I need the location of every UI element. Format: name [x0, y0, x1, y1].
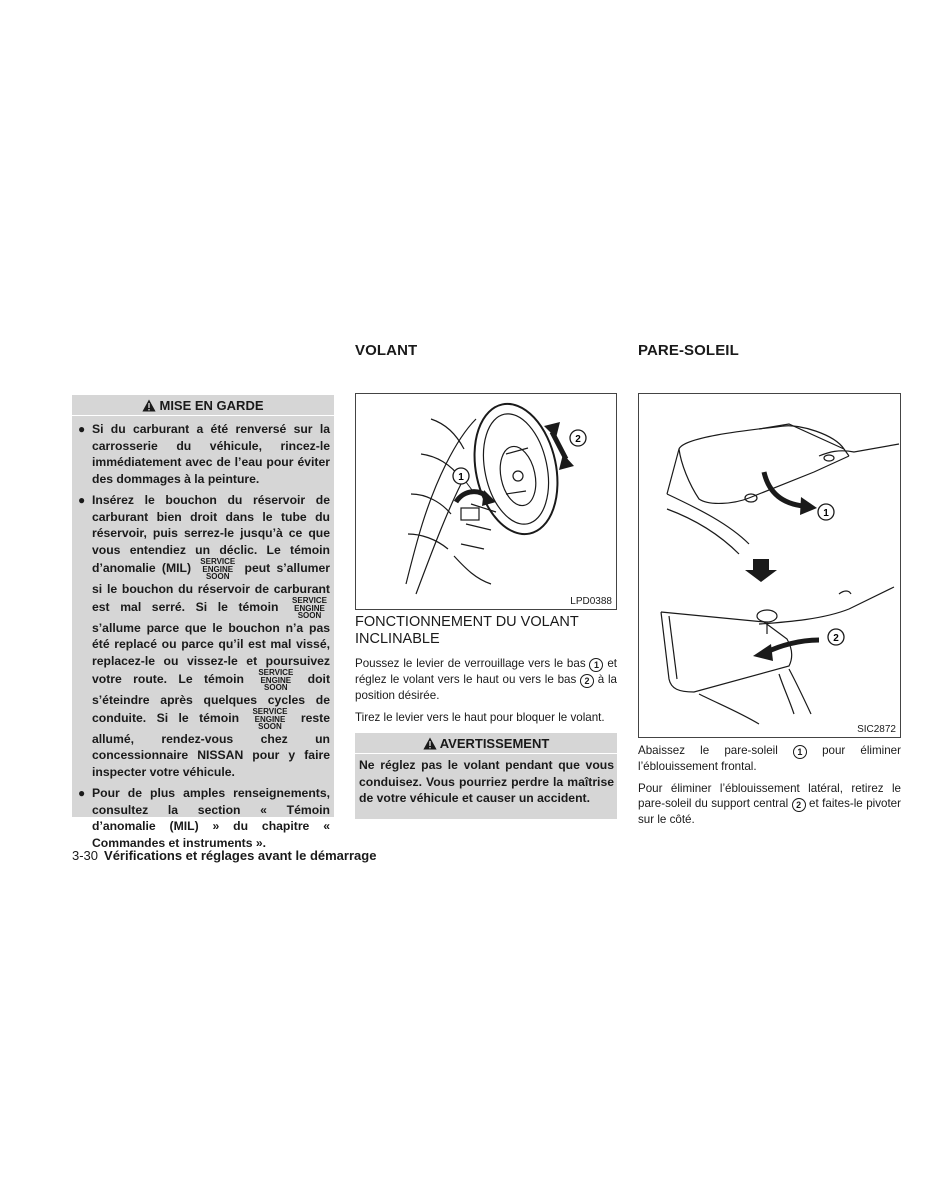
tilt-steering-text [355, 656, 617, 732]
bullet-dot-icon: ● [78, 493, 86, 507]
caution-title: MISE EN GARDE [159, 398, 264, 413]
sun-visor-figure-code: SIC2872 [857, 724, 896, 735]
page-footer [72, 848, 376, 863]
caution-bullet-text: Pour de plus amples renseignements, consultez la section « Témoin d’anomalie (MIL) » du chapitre « Commandes et instruments ». [92, 786, 330, 850]
warning-header [355, 733, 617, 754]
callout-2-inline-visor: 2 [792, 798, 806, 812]
service-engine-soon-icon: SERVICE ENGINE SOON [200, 557, 236, 581]
bullet-dot-icon: ● [78, 422, 86, 436]
caution-header [72, 395, 334, 416]
sun-visor-text [638, 743, 901, 834]
caution-box [72, 395, 334, 850]
tilt-steering-subheading: FONCTIONNEMENT DU VOLANT INCLINABLE [355, 614, 579, 647]
callout-1-steering: 1 [458, 472, 464, 483]
sun-visor-para-2: Pour éliminer l’éblouissement latéral, retirez le pare-soleil du support central 2 et faites-le pivoter sur le côté. [638, 782, 901, 826]
callout-1-inline-visor: 1 [793, 745, 807, 759]
sun-visor-figure [638, 393, 901, 738]
warning-triangle-icon [142, 399, 156, 412]
steering-figure-code: LPD0388 [570, 596, 612, 607]
steering-wheel-illustration [356, 394, 616, 609]
callout-2-visor: 2 [833, 633, 839, 644]
service-engine-soon-icon: SERVICE ENGINE SOON [258, 668, 294, 692]
page-number: 3-30 [72, 848, 99, 863]
tilt-steering-para-1: Poussez le levier de verrouillage vers le bas 1 et réglez le volant vers le haut ou vers le bas 2 à la position désirée. [355, 657, 617, 702]
warning-text: Ne réglez pas le volant pendant que vous conduisez. Vous pourriez perdre la maîtrise de votre véhicule et causer un accident. [359, 758, 614, 805]
service-engine-soon-icon: SERVICE ENGINE SOON [252, 707, 288, 731]
steering-wheel-figure [355, 393, 617, 610]
caution-bullet-item [75, 492, 330, 780]
sun-visor-para-1: Abaissez le pare-soleil 1 pour éliminer l’éblouissement frontal. [638, 744, 901, 773]
caution-list [72, 416, 334, 851]
callout-2-steering: 2 [575, 434, 581, 445]
tilt-steering-para-2: Tirez le levier vers le haut pour bloquer le volant. [355, 711, 605, 724]
service-engine-soon-icon: SERVICE ENGINE SOON [292, 596, 327, 620]
caution-bullet-text: Insérez le bouchon du réservoir de carburant bien droit dans le tube du réservoir, puis serrez-le jusqu’à ce que vous entendiez un déclic. Le témoin d’anomalie (MIL) SERVICE ENGINE SOON peut s’allumer si le bouchon du réservoir de carburant est mal serré. Si le témoin SERVICE ENGINE SOON s’allume parce que le bouchon n’a pas été replacé ou parce qu’il est mal vissé, replacez-le ou vissez-le et poursuivez votre route. Le témoin SERVICE ENGINE SOON doit s’éteindre après quelques cycles de conduite. Si le témoin SERVICE ENGINE SOON reste allumé, rendez-vous chez un concessionnaire NISSAN pour y faire inspecter votre véhicule. [92, 493, 330, 779]
bullet-dot-icon: ● [78, 786, 86, 800]
chapter-title: Vérifications et réglages avant le démarrage [104, 848, 377, 863]
callout-1-visor: 1 [823, 508, 829, 519]
volant-section-title: VOLANT [355, 342, 418, 359]
caution-bullet-item [75, 421, 330, 487]
warning-triangle-icon [423, 737, 437, 750]
caution-bullet-item [75, 785, 330, 851]
sun-visor-illustration [639, 394, 900, 737]
sun-visor-section-title: PARE-SOLEIL [638, 342, 739, 359]
caution-bullet-text: Si du carburant a été renversé sur la carrosserie du véhicule, rincez-le immédiatement avec de l’eau pour éviter des dommages à la peinture. [92, 422, 330, 486]
warning-box [355, 733, 617, 819]
callout-2-inline: 2 [580, 674, 594, 688]
warning-title: AVERTISSEMENT [439, 736, 550, 751]
callout-1-inline: 1 [589, 658, 603, 672]
